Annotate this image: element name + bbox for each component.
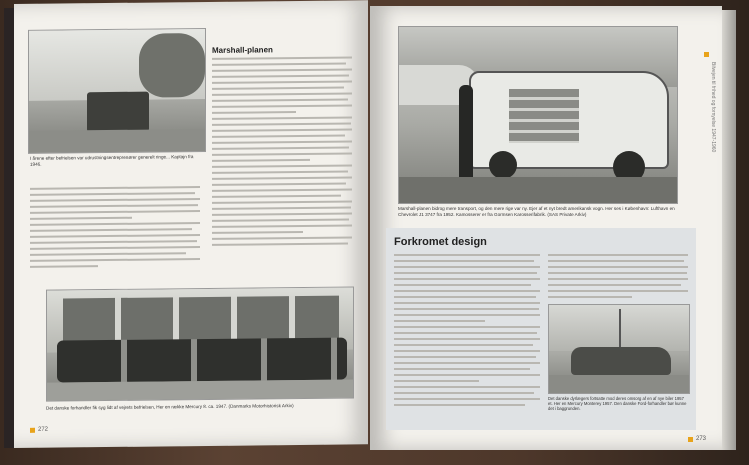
photo-windows <box>63 296 339 343</box>
sidebar-box <box>386 228 696 430</box>
photo-dealer-cars <box>46 286 354 401</box>
sidebar-heading: Forkromet design <box>394 236 487 248</box>
right-caption-bottom: Det danske dyrlægers fortsatte mod deres omsorg af en af nye biler 1957 et. Her en Mercury Monterey 1957. Den danske Ford-forhandler bør kunne det i baggrunden. <box>548 396 687 412</box>
photo-truck-body <box>87 92 149 133</box>
right-page <box>370 6 722 450</box>
left-page <box>14 0 368 448</box>
photo-van-wheel-rear <box>489 151 517 179</box>
photo-ship-mast <box>619 309 621 349</box>
photo-tarmac <box>399 177 677 203</box>
photo-street <box>47 379 353 400</box>
photo-truck-road <box>29 129 205 153</box>
running-head-marker <box>704 52 709 57</box>
left-text-column-left <box>30 186 200 272</box>
left-page-marker <box>30 428 35 433</box>
left-heading: Marshall-planen <box>212 45 273 55</box>
left-caption-bottom: Det danske forhandler fik syg lidt af vejrets befrielsen, Her en række Mercury 8. ca. 1947. (Danmarks Motorhistorisk Arkiv) <box>46 403 294 411</box>
book-edge-right <box>722 10 736 450</box>
left-caption-top: I årene efter befrielsen var udrustningsentreprenører generelt ringe... Kaptajn fra 1946. <box>30 154 194 167</box>
photo-person <box>459 85 473 179</box>
left-page-number: 272 <box>38 426 49 433</box>
right-caption-top: Marshall-planen bidrog mere transport, og den mere rige var ny. Ejer af et nyt bredt amerikansk vogn. Her ses i København: Lufthavn en Chevrolet J1 3747 fra 1952. Kamosserer er fra Gormsen Karosserifabrik. (SAS Private Arkiv) <box>398 206 675 217</box>
photo-quay <box>549 375 689 393</box>
sidebar-text-right <box>548 254 688 302</box>
photo-truck-tree <box>139 33 205 98</box>
left-text-column-right <box>212 56 352 249</box>
photo-van-shelves <box>509 89 579 143</box>
sidebar-text-left <box>394 254 540 410</box>
photo-sas-van <box>398 26 678 204</box>
right-page-marker <box>688 437 693 442</box>
photo-mercury-car <box>548 304 690 394</box>
right-page-number: 273 <box>696 436 707 442</box>
photo-truck <box>28 28 206 154</box>
running-head: Bilvejen til frihed og fornyelse 1947-1960 <box>710 62 716 153</box>
photo-cars-row <box>57 338 347 383</box>
photo-car-body <box>571 347 671 375</box>
